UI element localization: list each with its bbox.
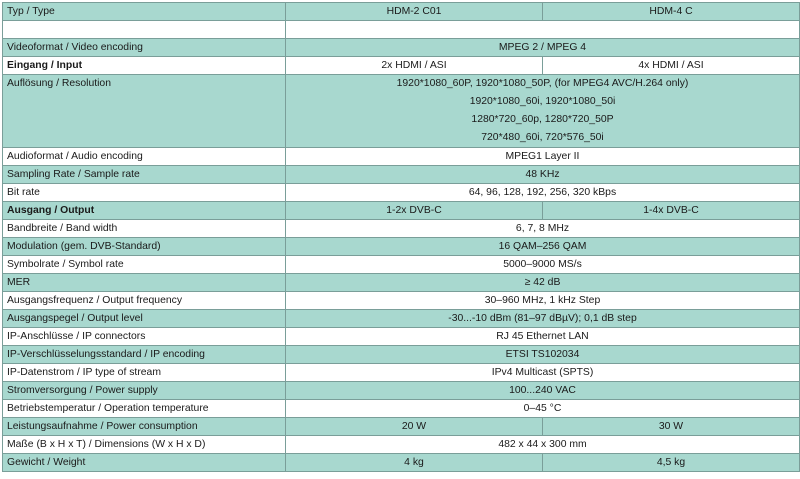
spacer-cell	[286, 21, 800, 39]
row-value-2: 30 W	[543, 418, 800, 436]
row-label: IP-Anschlüsse / IP connectors	[3, 328, 286, 346]
table-row	[3, 75, 800, 148]
table-row	[3, 346, 800, 364]
table-row	[3, 148, 800, 166]
row-value: 0–45 °C	[286, 400, 800, 418]
row-value: 5000–9000 MS/s	[286, 256, 800, 274]
table-row	[3, 292, 800, 310]
row-value: 100...240 VAC	[286, 382, 800, 400]
row-label: Gewicht / Weight	[3, 454, 286, 472]
row-label: Eingang / Input	[3, 57, 286, 75]
row-value: ≥ 42 dB	[286, 274, 800, 292]
header-model-2: HDM-4 C	[543, 3, 800, 21]
row-label: Sampling Rate / Sample rate	[3, 166, 286, 184]
spacer-cell	[3, 21, 286, 39]
row-label: Modulation (gem. DVB-Standard)	[3, 238, 286, 256]
table-row	[3, 57, 800, 75]
table-row	[3, 364, 800, 382]
row-value-1: 1-2x DVB-C	[286, 202, 543, 220]
row-value: 482 x 44 x 300 mm	[286, 436, 800, 454]
row-value: MPEG 2 / MPEG 4	[286, 39, 800, 57]
table-row	[3, 382, 800, 400]
row-label: IP-Datenstrom / IP type of stream	[3, 364, 286, 382]
row-value-2: 4,5 kg	[543, 454, 800, 472]
table-row	[3, 436, 800, 454]
row-label: IP-Verschlüsselungsstandard / IP encoding	[3, 346, 286, 364]
row-value	[286, 75, 800, 148]
row-label: Leistungsaufnahme / Power consumption	[3, 418, 286, 436]
table-row	[3, 220, 800, 238]
row-value: 6, 7, 8 MHz	[286, 220, 800, 238]
resolution-line: 720*480_60i, 720*576_50i	[481, 132, 604, 143]
row-value-1: 2x HDMI / ASI	[286, 57, 543, 75]
resolution-line: 1280*720_60p, 1280*720_50P	[471, 114, 614, 125]
row-value-2: 4x HDMI / ASI	[543, 57, 800, 75]
table-row	[3, 256, 800, 274]
row-label: Bandbreite / Band width	[3, 220, 286, 238]
row-value: 48 KHz	[286, 166, 800, 184]
row-value: IPv4 Multicast (SPTS)	[286, 364, 800, 382]
table-header-row	[3, 3, 800, 21]
header-label: Typ / Type	[3, 3, 286, 21]
row-value: MPEG1 Layer II	[286, 148, 800, 166]
row-label: Bit rate	[3, 184, 286, 202]
table-row	[3, 274, 800, 292]
row-label: MER	[3, 274, 286, 292]
table-row	[3, 328, 800, 346]
row-value-1: 4 kg	[286, 454, 543, 472]
row-label: Audioformat / Audio encoding	[3, 148, 286, 166]
table-row	[3, 184, 800, 202]
row-label: Videoformat / Video encoding	[3, 39, 286, 57]
row-value-2: 1-4x DVB-C	[543, 202, 800, 220]
table-row	[3, 400, 800, 418]
row-value: -30...-10 dBm (81–97 dBµV); 0,1 dB step	[286, 310, 800, 328]
table-row	[3, 238, 800, 256]
table-row	[3, 166, 800, 184]
row-label: Auflösung / Resolution	[3, 75, 286, 148]
row-label: Ausgang / Output	[3, 202, 286, 220]
table-row	[3, 39, 800, 57]
row-label: Maße (B x H x T) / Dimensions (W x H x D)	[3, 436, 286, 454]
row-value: 30–960 MHz, 1 kHz Step	[286, 292, 800, 310]
row-value: 64, 96, 128, 192, 256, 320 kBps	[286, 184, 800, 202]
header-model-1: HDM-2 C01	[286, 3, 543, 21]
row-label: Ausgangsfrequenz / Output frequency	[3, 292, 286, 310]
table-row	[3, 418, 800, 436]
row-label: Stromversorgung / Power supply	[3, 382, 286, 400]
row-label: Betriebstemperatur / Operation temperature	[3, 400, 286, 418]
table-row	[3, 310, 800, 328]
row-label: Symbolrate / Symbol rate	[3, 256, 286, 274]
spec-table	[2, 2, 800, 472]
row-value: 16 QAM–256 QAM	[286, 238, 800, 256]
row-value: ETSI TS102034	[286, 346, 800, 364]
row-label: Ausgangspegel / Output level	[3, 310, 286, 328]
table-row	[3, 202, 800, 220]
row-value: RJ 45 Ethernet LAN	[286, 328, 800, 346]
resolution-line: 1920*1080_60i, 1920*1080_50i	[469, 96, 616, 107]
resolution-line: 1920*1080_60P, 1920*1080_50P, (for MPEG4 AVC/H.264 only)	[396, 78, 689, 89]
table-row	[3, 454, 800, 472]
spacer-row	[3, 21, 800, 39]
row-value-1: 20 W	[286, 418, 543, 436]
